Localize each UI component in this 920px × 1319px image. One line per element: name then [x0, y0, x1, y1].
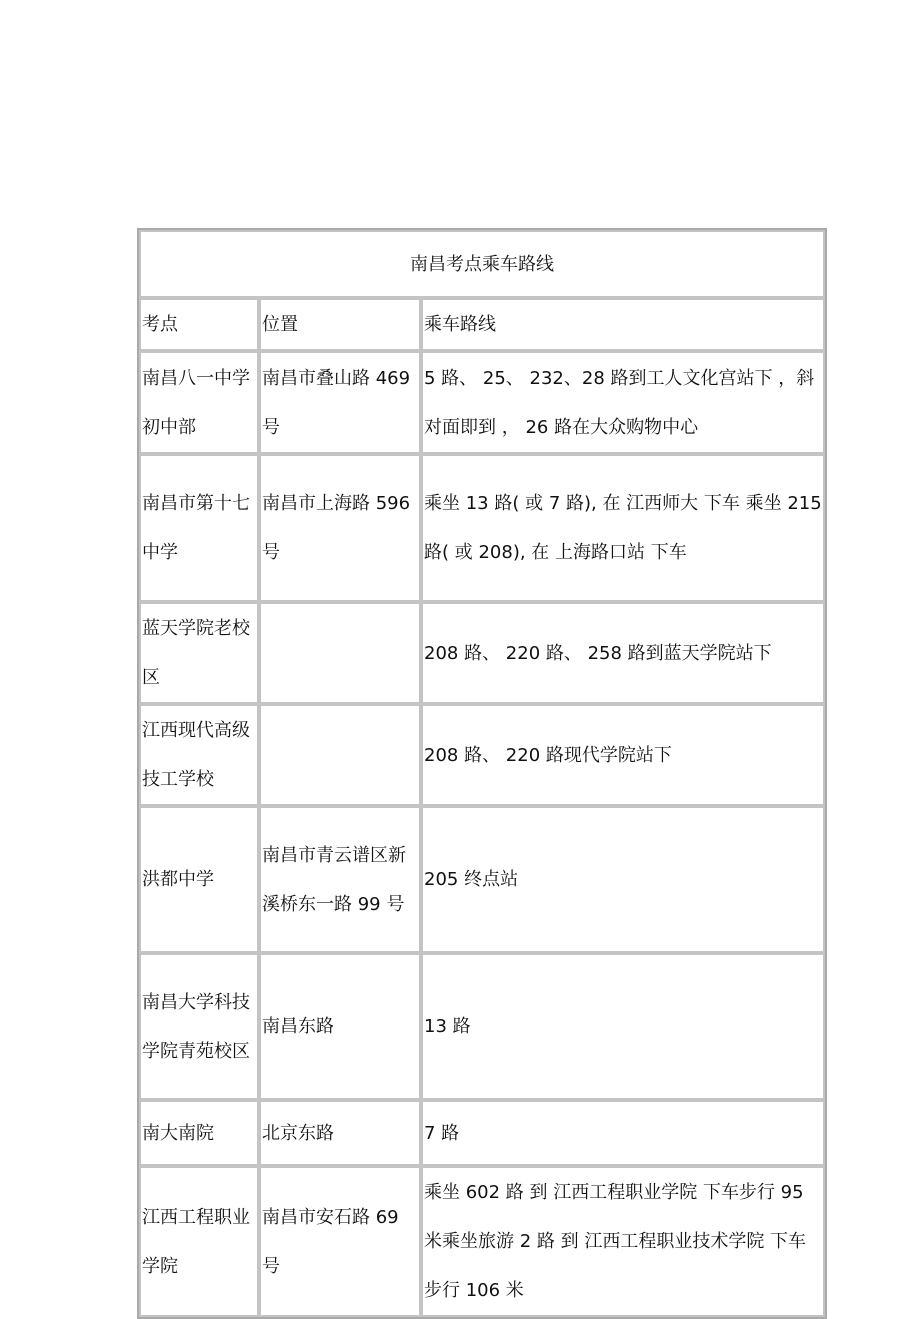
cell-location: 南昌市安石路 69 号	[259, 1166, 421, 1317]
cell-route: 7 路	[421, 1100, 825, 1166]
cell-route: 205 终点站	[421, 806, 825, 953]
cell-route: 乘坐 602 路 到 江西工程职业学院 下车步行 95 米乘坐旅游 2 路 到 江西工程职业技术学院 下车步行 106 米	[421, 1166, 825, 1317]
cell-route: 乘坐 13 路( 或 7 路), 在 江西师大 下车 乘坐 215 路( 或 208), 在 上海路口站 下车	[421, 454, 825, 602]
cell-site: 蓝天学院老校区	[139, 602, 259, 704]
cell-site: 洪都中学	[139, 806, 259, 953]
table-title-row	[139, 230, 825, 298]
cell-route: 208 路、 220 路、 258 路到蓝天学院站下	[421, 602, 825, 704]
table-row	[139, 953, 825, 1100]
cell-location	[259, 704, 421, 806]
cell-location	[259, 602, 421, 704]
table-row	[139, 806, 825, 953]
table-row	[139, 704, 825, 806]
cell-site: 南昌市第十七中学	[139, 454, 259, 602]
cell-location: 南昌市叠山路 469 号	[259, 351, 421, 454]
bus-route-table	[137, 228, 827, 1319]
cell-site: 江西工程职业学院	[139, 1166, 259, 1317]
header-location: 位置	[259, 298, 421, 351]
cell-location: 南昌市上海路 596 号	[259, 454, 421, 602]
cell-location: 南昌市青云谱区新溪桥东一路 99 号	[259, 806, 421, 953]
table-header-row	[139, 298, 825, 351]
cell-site: 南昌大学科技学院青苑校区	[139, 953, 259, 1100]
cell-location: 南昌东路	[259, 953, 421, 1100]
cell-location: 北京东路	[259, 1100, 421, 1166]
cell-route: 13 路	[421, 953, 825, 1100]
cell-site: 南昌八一中学初中部	[139, 351, 259, 454]
table-row	[139, 351, 825, 454]
cell-site: 南大南院	[139, 1100, 259, 1166]
table-row	[139, 1100, 825, 1166]
table-row	[139, 602, 825, 704]
table-title: 南昌考点乘车路线	[139, 230, 825, 298]
table-row	[139, 454, 825, 602]
cell-route: 208 路、 220 路现代学院站下	[421, 704, 825, 806]
header-site: 考点	[139, 298, 259, 351]
table-row	[139, 1166, 825, 1317]
header-route: 乘车路线	[421, 298, 825, 351]
cell-route: 5 路、 25、 232、28 路到工人文化宫站下 ，斜对面即到 ， 26 路在大众购物中心	[421, 351, 825, 454]
cell-site: 江西现代高级技工学校	[139, 704, 259, 806]
